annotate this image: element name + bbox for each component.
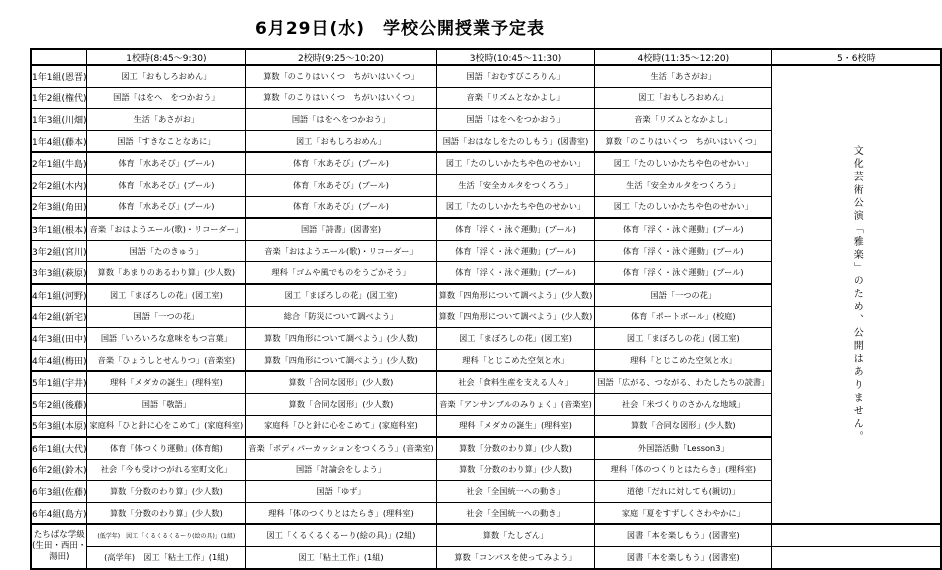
lesson-cell-p4: 社会「米づくりのさかんな地域」 <box>595 393 772 415</box>
lesson-cell-p2: 国語「討論会をしよう」 <box>246 459 436 481</box>
lesson-cell-p4: 図工「たのしいかたちや色のせかい」 <box>595 196 772 218</box>
lesson-cell-p1: 体育「水あそび」(プール) <box>87 196 246 218</box>
lesson-cell-p3: 理科「メダカの誕生」(理科室) <box>436 415 595 437</box>
lesson-cell-p4: 国語「一つの花」 <box>595 284 772 306</box>
lesson-cell-p1: 算数「あまりのあるわり算」(少人数) <box>87 262 246 284</box>
page-title: 6月29日(水) 学校公開授業予定表 <box>254 19 546 39</box>
lesson-cell-p4: 体育「浮く・泳ぐ運動」(プール) <box>595 240 772 262</box>
class-name-cell: 1年4組(藤本) <box>31 130 87 152</box>
lesson-cell-p2: 算数「合同な図形」(少人数) <box>246 393 436 415</box>
tachibana-lesson-cell-p2: 図工「くるくるくるーり(絵の具)」(2組) <box>246 524 436 546</box>
lesson-cell-p2: 算数「のこりはいくつ ちがいはいくつ」 <box>246 65 436 87</box>
class-name-cell: 2年2組(木内) <box>31 174 87 196</box>
lesson-cell-p3: 図工「まぼろしの花」(図工室) <box>436 328 595 350</box>
lesson-cell-p1: 体育「水あそび」(プール) <box>87 174 246 196</box>
lesson-cell-p4: 生活「安全カルタをつくろう」 <box>595 174 772 196</box>
tachibana-period-56-cell <box>772 524 942 546</box>
schedule-table <box>30 48 942 570</box>
lesson-cell-p4: 理科「とじこめた空気と水」 <box>595 349 772 371</box>
lesson-cell-p2: 体育「水あそび」(プール) <box>246 152 436 174</box>
lesson-cell-p2: 理科「ゴムや風でものをうごかそう」 <box>246 262 436 284</box>
lesson-cell-p1: 音楽「おはようエール(歌)・リコーダー」 <box>87 218 246 240</box>
class-name-cell: 2年1組(牛島) <box>31 152 87 174</box>
lesson-cell-p2: 算数「のこりはいくつ ちがいはいくつ」 <box>246 87 436 109</box>
lesson-cell-p2: 算数「四角形について調べよう」(少人数) <box>246 328 436 350</box>
header-period-1: 1校時(8:45～9:30) <box>87 49 246 65</box>
lesson-cell-p1: 社会「今も受けつがれる室町文化」 <box>87 459 246 481</box>
lesson-cell-p2: 総合「防災について調べよう」 <box>246 306 436 328</box>
lesson-cell-p3: 国語「おむすびころりん」 <box>436 65 595 87</box>
class-name-cell: 5年3組(本原) <box>31 415 87 437</box>
lesson-cell-p2: 国語「はをへをつかおう」 <box>246 109 436 131</box>
lesson-cell-p3: 体育「浮く・泳ぐ運動」(プール) <box>436 218 595 240</box>
lesson-cell-p3: 国語「おはなしをたのしもう」(図書室) <box>436 130 595 152</box>
class-name-cell: 1年2組(権代) <box>31 87 87 109</box>
class-name-cell: 6年3組(佐藤) <box>31 481 87 503</box>
lesson-cell-p1: 体育「水あそび」(プール) <box>87 152 246 174</box>
lesson-cell-p1: 図工「おもしろおめん」 <box>87 65 246 87</box>
lesson-cell-p2: 家庭科「ひと針に心をこめて」(家庭科室) <box>246 415 436 437</box>
lesson-cell-p1: 国語「一つの花」 <box>87 306 246 328</box>
period-56-note-cell <box>772 65 942 524</box>
lesson-cell-p4: 図工「おもしろおめん」 <box>595 87 772 109</box>
lesson-cell-p3: 理科「とじこめた空気と水」 <box>436 349 595 371</box>
lesson-cell-p3: 算数「四角形について調べよう」(少人数) <box>436 306 595 328</box>
tachibana-lesson-cell-p4: 図書「本を楽しもう」(図書室) <box>595 547 772 569</box>
lesson-cell-p4: 算数「合同な図形」(少人数) <box>595 415 772 437</box>
class-name-cell: 3年2組(宮川) <box>31 240 87 262</box>
class-name-cell: 4年2組(新宅) <box>31 306 87 328</box>
tachibana-class-cell: たちばな学級 (生田・西田・湯田) <box>31 524 87 568</box>
lesson-cell-p2: 国語「詩書」(図書室) <box>246 218 436 240</box>
class-name-cell: 4年3組(田中) <box>31 328 87 350</box>
class-name-cell: 4年4組(梅田) <box>31 349 87 371</box>
lesson-cell-p3: 国語「はをへをつかおう」 <box>436 109 595 131</box>
lesson-cell-p4: 理科「体のつくりとはたらき」(理科室) <box>595 459 772 481</box>
lesson-cell-p1: 算数「分数のわり算」(少人数) <box>87 481 246 503</box>
lesson-cell-p2: 図工「おもしろおめん」 <box>246 130 436 152</box>
lesson-cell-p1: 音楽「ひょうしとせんりつ」(音楽室) <box>87 349 246 371</box>
lesson-cell-p2: 国語「ゆず」 <box>246 481 436 503</box>
tachibana-lesson-cell-p4: 図書「本を楽しもう」(図書室) <box>595 524 772 546</box>
class-name-cell: 4年1組(河野) <box>31 284 87 306</box>
header-row <box>31 49 941 65</box>
lesson-cell-p4: 体育「浮く・泳ぐ運動」(プール) <box>595 262 772 284</box>
lesson-cell-p4: 国語「広がる、つながる、わたしたちの読書」 <box>595 371 772 393</box>
class-name-cell: 1年3組(川畑) <box>31 109 87 131</box>
lesson-cell-p2: 算数「四角形について調べよう」(少人数) <box>246 349 436 371</box>
header-period-2: 2校時(9:25～10:20) <box>246 49 436 65</box>
lesson-cell-p4: 図工「たのしいかたちや色のせかい」 <box>595 152 772 174</box>
lesson-cell-p1: 算数「分数のわり算」(少人数) <box>87 502 246 524</box>
lesson-cell-p2: 体育「水あそび」(プール) <box>246 196 436 218</box>
class-name-cell: 5年1組(宇井) <box>31 371 87 393</box>
lesson-cell-p3: 図工「たのしいかたちや色のせかい」 <box>436 152 595 174</box>
period-56-note: 文化芸術公演「雅楽」のため、公開はありません。 <box>851 145 863 445</box>
lesson-cell-p4: 外国語活動「Lesson3」 <box>595 437 772 459</box>
lesson-cell-p4: 体育「浮く・泳ぐ運動」(プール) <box>595 218 772 240</box>
lesson-cell-p2: 体育「水あそび」(プール) <box>246 174 436 196</box>
lesson-cell-p3: 社会「食料生産を支える人々」 <box>436 371 595 393</box>
lesson-cell-p1: 国語「いろいろな意味をもつ言葉」 <box>87 328 246 350</box>
lesson-cell-p1: 生活「あさがお」 <box>87 109 246 131</box>
lesson-cell-p1: 体育「体つくり運動」(体育館) <box>87 437 246 459</box>
table-row <box>31 65 941 87</box>
lesson-cell-p1: 家庭科「ひと針に心をこめて」(家庭科室) <box>87 415 246 437</box>
lesson-cell-p3: 音楽「リズムとなかよし」 <box>436 87 595 109</box>
tachibana-lesson-cell-p2: 図工「粘土工作」(1組) <box>246 547 436 569</box>
lesson-cell-p3: 生活「安全カルタをつくろう」 <box>436 174 595 196</box>
tachibana-period-56-cell <box>772 547 942 569</box>
lesson-cell-p1: 図工「まぼろしの花」(図工室) <box>87 284 246 306</box>
lesson-cell-p3: 体育「浮く・泳ぐ運動」(プール) <box>436 240 595 262</box>
header-period-4: 4校時(11:35～12:20) <box>595 49 772 65</box>
lesson-cell-p4: 家庭「夏をすずしくさわやかに」 <box>595 502 772 524</box>
class-name-cell: 3年1組(根本) <box>31 218 87 240</box>
lesson-cell-p2: 音楽「ボディパーカッションをつくろう」(音楽室) <box>246 437 436 459</box>
table-row-tachibana <box>31 524 941 546</box>
tachibana-lesson-cell-p1: (高学年) 図工「粘土工作」(1組) <box>87 547 246 569</box>
lesson-cell-p3: 算数「四角形について調べよう」(少人数) <box>436 284 595 306</box>
lesson-cell-p2: 算数「合同な図形」(少人数) <box>246 371 436 393</box>
lesson-cell-p1: 国語「敬語」 <box>87 393 246 415</box>
lesson-cell-p3: 算数「分数のわり算」(少人数) <box>436 437 595 459</box>
class-name-cell: 1年1組(恩晋) <box>31 65 87 87</box>
lesson-cell-p4: 道徳「だれに対しても(親切)」 <box>595 481 772 503</box>
lesson-cell-p1: 国語「たのきゅう」 <box>87 240 246 262</box>
lesson-cell-p3: 社会「全国統一への動き」 <box>436 502 595 524</box>
class-name-cell: 5年2組(後藤) <box>31 393 87 415</box>
lesson-cell-p1: 国語「すきなことなあに」 <box>87 130 246 152</box>
tachibana-lesson-cell-p3: 算数「たしざん」 <box>436 524 595 546</box>
lesson-cell-p3: 算数「分数のわり算」(少人数) <box>436 459 595 481</box>
class-name-cell: 6年4組(島方) <box>31 502 87 524</box>
lesson-cell-p4: 算数「のこりはいくつ ちがいはいくつ」 <box>595 130 772 152</box>
lesson-cell-p3: 図工「たのしいかたちや色のせかい」 <box>436 196 595 218</box>
lesson-cell-p2: 理科「体のつくりとはたらき」(理科室) <box>246 502 436 524</box>
class-name-cell: 3年3組(萩原) <box>31 262 87 284</box>
lesson-cell-p4: 図工「まぼろしの花」(図工室) <box>595 328 772 350</box>
class-name-cell: 6年2組(鈴木) <box>31 459 87 481</box>
lesson-cell-p3: 音楽「アンサンブルのみりょく」(音楽室) <box>436 393 595 415</box>
header-period-3: 3校時(10:45～11:30) <box>436 49 595 65</box>
header-period-56: 5・6校時 <box>772 49 942 65</box>
schedule-body <box>31 65 941 569</box>
header-class <box>31 49 87 65</box>
tachibana-lesson-cell-p1: (低学年) 図工「くるくるくるーり(絵の具)」(1組) <box>87 524 246 546</box>
tachibana-lesson-cell-p3: 算数「コンパスを使ってみよう」 <box>436 547 595 569</box>
class-name-cell: 6年1組(大代) <box>31 437 87 459</box>
lesson-cell-p1: 理科「メダカの誕生」(理科室) <box>87 371 246 393</box>
lesson-cell-p2: 図工「まぼろしの花」(図工室) <box>246 284 436 306</box>
lesson-cell-p3: 体育「浮く・泳ぐ運動」(プール) <box>436 262 595 284</box>
lesson-cell-p2: 音楽「おはようエール(歌)・リコーダー」 <box>246 240 436 262</box>
class-name-cell: 2年3組(角田) <box>31 196 87 218</box>
lesson-cell-p4: 生活「あさがお」 <box>595 65 772 87</box>
table-row-tachibana <box>31 547 941 569</box>
lesson-cell-p4: 音楽「リズムとなかよし」 <box>595 109 772 131</box>
lesson-cell-p3: 社会「全国統一への動き」 <box>436 481 595 503</box>
lesson-cell-p4: 体育「ポートボール」(校庭) <box>595 306 772 328</box>
lesson-cell-p1: 国語「はをへ をつかおう」 <box>87 87 246 109</box>
